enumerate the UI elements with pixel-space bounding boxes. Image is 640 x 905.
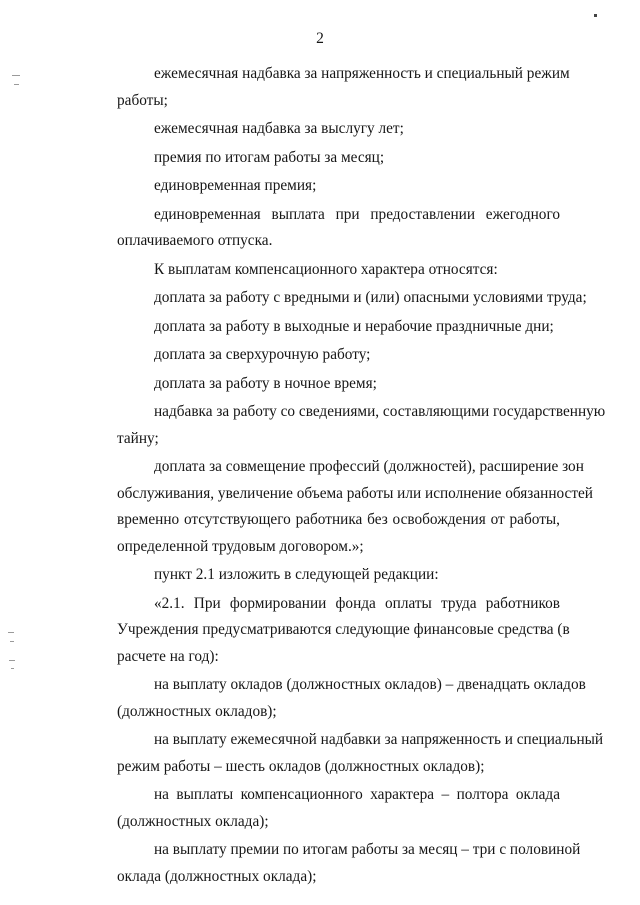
paragraph xyxy=(80,727,604,780)
text-line: пункт 2.1 изложить в следующей редакции: xyxy=(154,566,439,583)
text-line: единовременная премия; xyxy=(154,177,317,194)
paragraph-text xyxy=(80,173,560,200)
paragraph-text xyxy=(80,145,560,172)
paragraph xyxy=(80,202,560,255)
paragraph xyxy=(80,672,586,725)
paragraph xyxy=(80,591,570,671)
text-line: премия по итогам работы за месяц; xyxy=(154,148,385,166)
paragraph-text xyxy=(80,371,560,398)
paragraph-text xyxy=(80,314,560,341)
text-line: «2.1. При формировании фонда оплаты труда работников xyxy=(154,594,560,612)
paragraph xyxy=(80,782,560,835)
paragraph xyxy=(80,116,560,143)
text-line: на выплату ежемесячной надбавки за напряженность и специальный xyxy=(154,731,604,748)
text-line: тайну; xyxy=(117,429,159,447)
paragraph-text xyxy=(80,61,570,114)
paragraph xyxy=(80,145,560,172)
paragraph-text xyxy=(80,285,587,312)
text-line: надбавка за работу со сведениями, составляющими государственную xyxy=(154,403,606,420)
text-line: Учреждения предусматриваются следующие финансовые средства (в xyxy=(117,621,570,638)
page-number: 2 xyxy=(316,30,324,47)
paragraph-text xyxy=(80,782,560,835)
scan-mark xyxy=(8,632,14,633)
scan-mark xyxy=(10,641,14,642)
text-line: временно отсутствующего работника без освобождения от работы, xyxy=(117,511,560,528)
text-line: оплачиваемого отпуска. xyxy=(117,232,273,249)
paragraph xyxy=(80,837,581,890)
text-line: на выплаты компенсационного характера – полтора оклада xyxy=(154,786,560,803)
paragraph-text xyxy=(80,672,586,725)
paragraph xyxy=(80,454,593,560)
text-line: доплата за совмещение профессий (должностей), расширение зон xyxy=(154,458,584,475)
paragraph xyxy=(80,285,587,312)
text-line: доплата за работу с вредными и (или) опасными условиями труда; xyxy=(154,289,587,306)
paragraph-text xyxy=(80,399,606,452)
paragraph-text xyxy=(80,454,593,560)
scan-mark xyxy=(11,668,14,669)
text-line: оклада (должностных оклада); xyxy=(117,867,317,885)
paragraph-text xyxy=(80,591,570,671)
scan-mark xyxy=(9,660,15,661)
paragraph xyxy=(80,61,570,114)
text-line: обслуживания, увеличение объема работы или исполнение обязанностей xyxy=(117,484,593,502)
scan-mark xyxy=(12,75,20,76)
paragraph-text xyxy=(80,562,560,589)
paragraph-text xyxy=(80,257,560,284)
paragraph xyxy=(80,371,560,398)
text-line: (должностных окладов); xyxy=(117,702,277,720)
paragraph xyxy=(80,173,560,200)
paragraph xyxy=(80,314,560,341)
paragraph-text xyxy=(80,727,604,780)
paragraph-text xyxy=(80,116,560,143)
paragraph-text xyxy=(80,837,581,890)
paragraph xyxy=(80,399,606,452)
paragraph-text xyxy=(80,202,560,255)
text-line: ежемесячная надбавка за напряженность и специальный режим xyxy=(154,65,570,82)
text-line: (должностных оклада); xyxy=(117,812,269,830)
paragraph xyxy=(80,342,560,369)
text-line: на выплату окладов (должностных окладов) – двенадцать окладов xyxy=(154,676,586,693)
text-line: расчете на год): xyxy=(117,647,219,665)
text-line: доплата за работу в ночное время; xyxy=(154,374,377,392)
text-line: определенной трудовым договором.»; xyxy=(117,537,364,555)
text-line: единовременная выплата при предоставлении ежегодного xyxy=(154,205,560,223)
paragraph-text xyxy=(80,342,560,369)
text-line: на выплату премии по итогам работы за месяц – три с половиной xyxy=(154,841,581,858)
scan-mark xyxy=(14,84,19,85)
text-line: доплата за работу в выходные и нерабочие праздничные дни; xyxy=(154,317,554,335)
document-body xyxy=(80,61,606,890)
text-line: работы; xyxy=(117,91,168,109)
paragraph xyxy=(80,562,560,589)
text-line: доплата за сверхурочную работу; xyxy=(154,346,371,363)
text-line: ежемесячная надбавка за выслугу лет; xyxy=(154,120,404,137)
text-line: К выплатам компенсационного характера относятся: xyxy=(154,260,498,278)
paragraph xyxy=(80,257,560,284)
text-line: режим работы – шесть окладов (должностных окладов); xyxy=(117,757,485,775)
scan-mark xyxy=(594,14,597,17)
